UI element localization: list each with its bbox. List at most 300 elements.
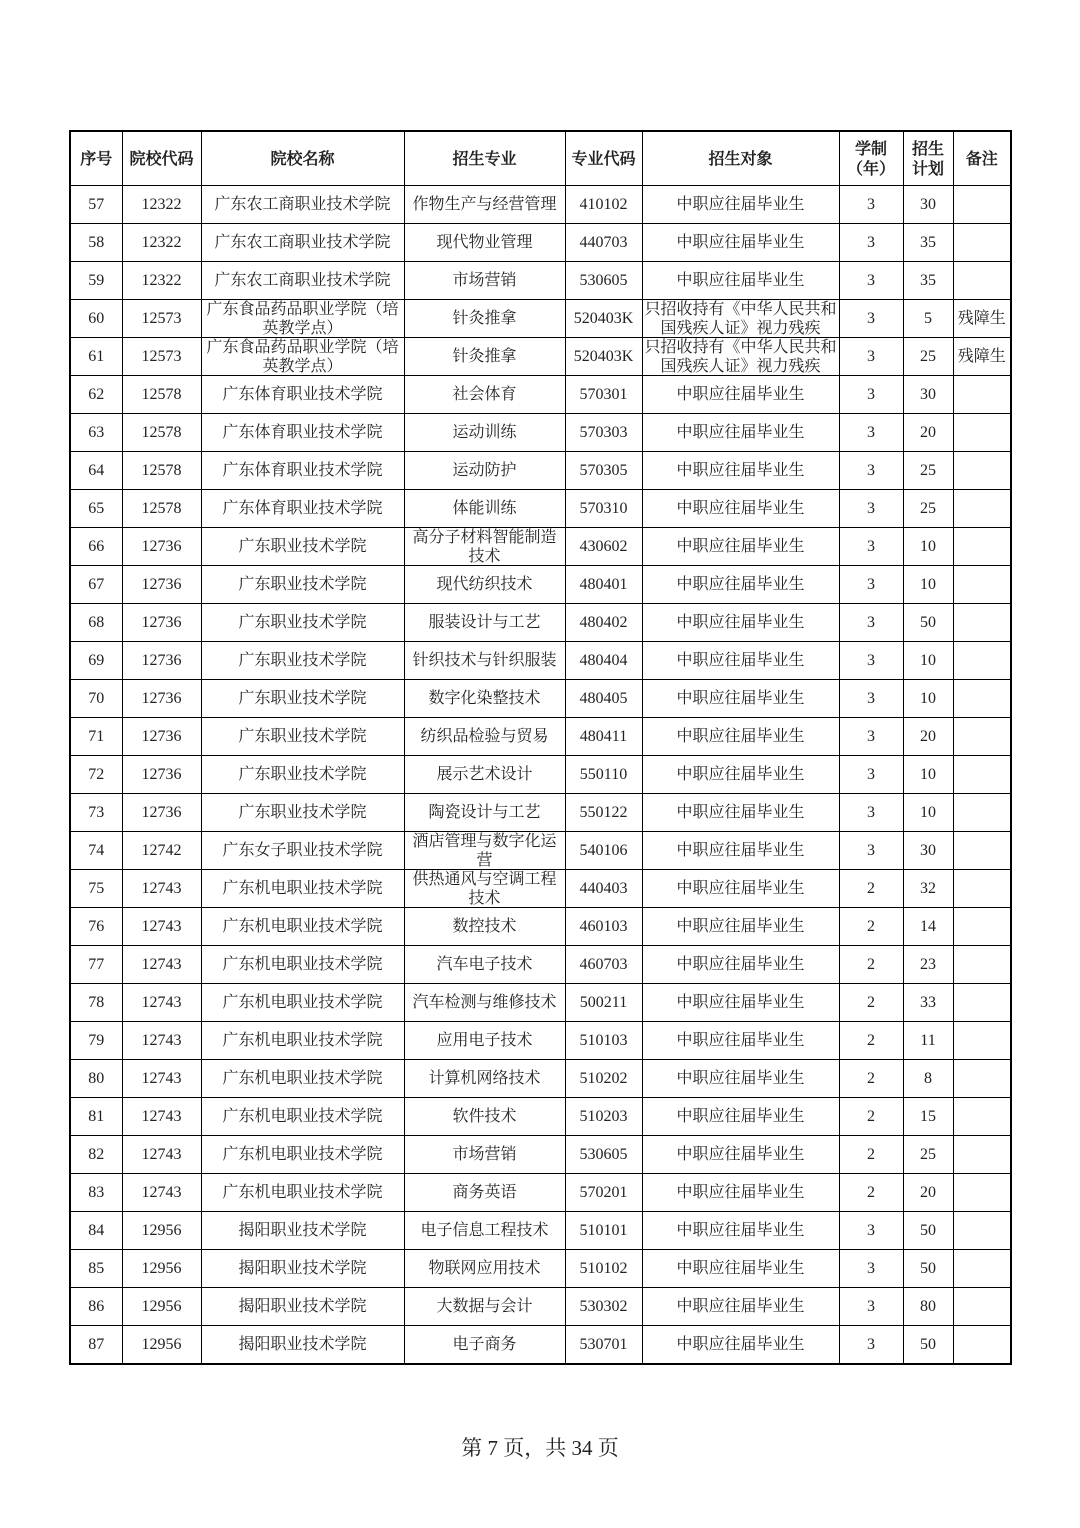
cell-duration — [839, 300, 903, 338]
table-row — [70, 1212, 1011, 1250]
cell-text: 57 — [88, 196, 105, 213]
cell-text: 广东职业技术学院 — [238, 652, 367, 669]
cell-text: 3 — [867, 1298, 875, 1315]
cell-target — [642, 604, 839, 642]
cell-school-code — [122, 338, 201, 376]
cell-school-name — [201, 1174, 404, 1212]
cell-remark — [953, 490, 1011, 528]
cell-seq — [70, 1136, 122, 1174]
cell-text: 3 — [867, 310, 875, 327]
cell-duration — [839, 1022, 903, 1060]
cell-text: 20 — [920, 728, 936, 745]
cell-school-code — [122, 832, 201, 870]
cell-plan — [903, 718, 953, 756]
cell-duration — [839, 338, 903, 376]
cell-text: 70 — [88, 690, 105, 707]
cell-school-name — [201, 870, 404, 908]
cell-text: 中职应往届毕业生 — [676, 1222, 805, 1239]
cell-seq — [70, 680, 122, 718]
cell-text: 广东农工商职业技术学院 — [214, 196, 391, 213]
cell-text: 12736 — [141, 652, 182, 669]
cell-target — [642, 1250, 839, 1288]
cell-major-code — [565, 832, 642, 870]
cell-text: 77 — [88, 956, 105, 973]
cell-seq — [70, 1174, 122, 1212]
cell-text: 66 — [88, 538, 105, 555]
cell-text: 揭阳职业技术学院 — [238, 1336, 367, 1353]
cell-text: 12743 — [141, 1032, 182, 1049]
cell-text: 广东职业技术学院 — [238, 766, 367, 783]
table-row — [70, 1288, 1011, 1326]
cell-seq — [70, 1022, 122, 1060]
cell-target — [642, 1212, 839, 1250]
cell-school-code — [122, 528, 201, 566]
cell-text: 530701 — [579, 1336, 628, 1353]
cell-text: 25 — [920, 462, 936, 479]
cell-duration — [839, 186, 903, 224]
cell-text: 中职应往届毕业生 — [676, 842, 805, 859]
cell-text: 510102 — [579, 1260, 628, 1277]
cell-text: 市场营销 — [452, 272, 517, 289]
cell-duration — [839, 984, 903, 1022]
cell-text: 11 — [920, 1032, 936, 1049]
cell-duration — [839, 832, 903, 870]
cell-target — [642, 376, 839, 414]
cell-plan — [903, 338, 953, 376]
cell-school-code — [122, 1022, 201, 1060]
cell-text: 63 — [88, 424, 105, 441]
cell-major-code — [565, 1136, 642, 1174]
cell-text: 3 — [867, 1222, 875, 1239]
cell-text: 3 — [867, 196, 875, 213]
cell-text: 3 — [867, 1260, 875, 1277]
cell-text: 中职应往届毕业生 — [676, 766, 805, 783]
cell-remark — [953, 186, 1011, 224]
cell-text: 中职应往届毕业生 — [676, 424, 805, 441]
cell-school-name — [201, 1098, 404, 1136]
cell-major-code — [565, 1212, 642, 1250]
table-row — [70, 414, 1011, 452]
cell-text: 10 — [920, 804, 936, 821]
cell-major — [404, 756, 565, 794]
cell-school-name — [201, 1326, 404, 1365]
cell-text: 59 — [88, 272, 105, 289]
table-row — [70, 452, 1011, 490]
cell-text: 540106 — [579, 842, 628, 859]
cell-major — [404, 794, 565, 832]
table-row — [70, 528, 1011, 566]
cell-text: 72 — [88, 766, 105, 783]
cell-major — [404, 186, 565, 224]
cell-duration — [839, 224, 903, 262]
cell-text: 80 — [88, 1070, 105, 1087]
cell-school-code — [122, 1288, 201, 1326]
cell-text: 8 — [924, 1070, 932, 1087]
cell-text: 计算机网络技术 — [428, 1070, 541, 1087]
cell-target — [642, 908, 839, 946]
cell-plan — [903, 452, 953, 490]
cell-text: 440703 — [579, 234, 628, 251]
cell-text: 570201 — [579, 1184, 628, 1201]
cell-major — [404, 718, 565, 756]
table-row — [70, 1136, 1011, 1174]
cell-text: 550122 — [579, 804, 628, 821]
cell-text: 520403K — [573, 310, 634, 327]
cell-plan — [903, 794, 953, 832]
cell-text: 12578 — [141, 500, 182, 517]
table-row — [70, 566, 1011, 604]
cell-text: 79 — [88, 1032, 105, 1049]
cell-text: 中职应往届毕业生 — [676, 956, 805, 973]
cell-text: 中职应往届毕业生 — [676, 1260, 805, 1277]
cell-text: 460703 — [579, 956, 628, 973]
cell-text: 广东体育职业技术学院 — [222, 500, 383, 517]
cell-text: 87 — [88, 1336, 105, 1353]
cell-plan — [903, 262, 953, 300]
cell-text: 12956 — [141, 1336, 182, 1353]
cell-school-name — [201, 300, 404, 338]
cell-major — [404, 300, 565, 338]
cell-text: 残障生 — [957, 348, 1006, 365]
cell-seq — [70, 946, 122, 984]
cell-remark — [953, 1288, 1011, 1326]
cell-school-code — [122, 1060, 201, 1098]
cell-remark — [953, 414, 1011, 452]
cell-target — [642, 414, 839, 452]
cell-text: 12578 — [141, 462, 182, 479]
cell-text: 50 — [920, 1260, 936, 1277]
cell-text: 12736 — [141, 766, 182, 783]
table-row — [70, 1326, 1011, 1365]
cell-major-code — [565, 262, 642, 300]
cell-text: 12322 — [141, 272, 182, 289]
cell-school-code — [122, 794, 201, 832]
cell-seq — [70, 1212, 122, 1250]
cell-remark — [953, 338, 1011, 376]
cell-major-code — [565, 1326, 642, 1365]
cell-text: 中职应往届毕业生 — [676, 728, 805, 745]
table-header-row — [70, 131, 1011, 186]
cell-plan — [903, 490, 953, 528]
cell-text: 75 — [88, 880, 105, 897]
cell-remark — [953, 870, 1011, 908]
cell-major — [404, 604, 565, 642]
cell-target — [642, 566, 839, 604]
cell-text: 广东农工商职业技术学院 — [214, 234, 391, 251]
cell-seq — [70, 566, 122, 604]
cell-major-code — [565, 908, 642, 946]
cell-plan — [903, 566, 953, 604]
cell-text: 运动训练 — [452, 424, 517, 441]
cell-text: 25 — [920, 500, 936, 517]
cell-school-name — [201, 414, 404, 452]
cell-text: 12736 — [141, 690, 182, 707]
cell-text: 410102 — [579, 196, 628, 213]
cell-school-code — [122, 224, 201, 262]
cell-duration — [839, 528, 903, 566]
cell-school-code — [122, 1212, 201, 1250]
cell-remark — [953, 1022, 1011, 1060]
table-row — [70, 186, 1011, 224]
cell-remark — [953, 832, 1011, 870]
cell-text: 3 — [867, 728, 875, 745]
cell-major-code — [565, 984, 642, 1022]
table-row — [70, 832, 1011, 870]
cell-school-name — [201, 908, 404, 946]
cell-remark — [953, 984, 1011, 1022]
cell-seq — [70, 604, 122, 642]
cell-remark — [953, 224, 1011, 262]
cell-major-code — [565, 224, 642, 262]
cell-text: 3 — [867, 272, 875, 289]
cell-seq — [70, 756, 122, 794]
cell-text: 12736 — [141, 576, 182, 593]
table-row — [70, 718, 1011, 756]
cell-major — [404, 338, 565, 376]
header-remark: 备注 — [953, 131, 1011, 186]
cell-duration — [839, 756, 903, 794]
cell-seq — [70, 452, 122, 490]
cell-text: 15 — [920, 1108, 936, 1125]
cell-text: 3 — [867, 804, 875, 821]
cell-major-code — [565, 946, 642, 984]
cell-text: 中职应往届毕业生 — [676, 234, 805, 251]
cell-major — [404, 642, 565, 680]
cell-text: 85 — [88, 1260, 105, 1277]
table-row — [70, 300, 1011, 338]
cell-text: 揭阳职业技术学院 — [238, 1260, 367, 1277]
cell-major-code — [565, 566, 642, 604]
cell-plan — [903, 376, 953, 414]
cell-text: 69 — [88, 652, 105, 669]
cell-remark — [953, 946, 1011, 984]
cell-text: 2 — [867, 1032, 875, 1049]
cell-duration — [839, 1174, 903, 1212]
cell-text: 广东机电职业技术学院 — [222, 918, 383, 935]
cell-target — [642, 1098, 839, 1136]
cell-seq — [70, 224, 122, 262]
cell-text: 480404 — [579, 652, 628, 669]
cell-school-name — [201, 1212, 404, 1250]
cell-school-code — [122, 1250, 201, 1288]
cell-major — [404, 224, 565, 262]
cell-duration — [839, 604, 903, 642]
cell-text: 10 — [920, 690, 936, 707]
cell-major-code — [565, 414, 642, 452]
cell-seq — [70, 642, 122, 680]
cell-text: 81 — [88, 1108, 105, 1125]
cell-text: 社会体育 — [452, 386, 517, 403]
cell-text: 中职应往届毕业生 — [676, 576, 805, 593]
cell-text: 2 — [867, 918, 875, 935]
cell-target — [642, 452, 839, 490]
cell-major — [404, 870, 565, 908]
cell-major — [404, 1022, 565, 1060]
cell-text: 33 — [920, 994, 936, 1011]
cell-text: 只招收持有《中华人民共和国残疾人证》视力残疾 — [644, 339, 837, 375]
cell-text: 3 — [867, 576, 875, 593]
table-row — [70, 262, 1011, 300]
cell-text: 530605 — [579, 1146, 628, 1163]
cell-duration — [839, 908, 903, 946]
cell-text: 78 — [88, 994, 105, 1011]
cell-school-code — [122, 566, 201, 604]
cell-remark — [953, 794, 1011, 832]
cell-remark — [953, 300, 1011, 338]
cell-duration — [839, 490, 903, 528]
cell-remark — [953, 1060, 1011, 1098]
cell-text: 体能训练 — [452, 500, 517, 517]
cell-text: 大数据与会计 — [436, 1298, 533, 1315]
cell-major-code — [565, 186, 642, 224]
cell-text: 陶瓷设计与工艺 — [428, 804, 541, 821]
cell-text: 480402 — [579, 614, 628, 631]
cell-text: 广东体育职业技术学院 — [222, 386, 383, 403]
admissions-table — [69, 130, 1012, 1365]
cell-text: 中职应往届毕业生 — [676, 652, 805, 669]
cell-text: 现代物业管理 — [436, 234, 533, 251]
cell-seq — [70, 1288, 122, 1326]
cell-remark — [953, 908, 1011, 946]
cell-remark — [953, 1250, 1011, 1288]
cell-text: 广东食品药品职业学院（培英教学点） — [206, 339, 399, 375]
table-row — [70, 1174, 1011, 1212]
cell-major — [404, 946, 565, 984]
cell-duration — [839, 794, 903, 832]
cell-major-code — [565, 1022, 642, 1060]
table-row — [70, 756, 1011, 794]
cell-text: 广东机电职业技术学院 — [222, 1184, 383, 1201]
header-seq: 序号 — [70, 131, 122, 186]
cell-text: 12322 — [141, 196, 182, 213]
cell-text: 纺织品检验与贸易 — [420, 728, 549, 745]
cell-text: 广东职业技术学院 — [238, 804, 367, 821]
cell-target — [642, 1022, 839, 1060]
cell-text: 广东机电职业技术学院 — [222, 956, 383, 973]
cell-school-code — [122, 680, 201, 718]
cell-seq — [70, 1326, 122, 1365]
cell-duration — [839, 1098, 903, 1136]
cell-school-name — [201, 604, 404, 642]
cell-text: 30 — [920, 842, 936, 859]
cell-text: 广东职业技术学院 — [238, 690, 367, 707]
cell-text: 64 — [88, 462, 105, 479]
cell-text: 广东机电职业技术学院 — [222, 1032, 383, 1049]
cell-school-code — [122, 414, 201, 452]
cell-text: 12578 — [141, 424, 182, 441]
cell-plan — [903, 414, 953, 452]
cell-remark — [953, 1212, 1011, 1250]
cell-major-code — [565, 1250, 642, 1288]
cell-text: 广东职业技术学院 — [238, 728, 367, 745]
cell-text: 10 — [920, 652, 936, 669]
cell-text: 3 — [867, 500, 875, 517]
cell-school-code — [122, 946, 201, 984]
cell-major — [404, 528, 565, 566]
cell-school-name — [201, 566, 404, 604]
cell-duration — [839, 376, 903, 414]
cell-seq — [70, 338, 122, 376]
cell-plan — [903, 1250, 953, 1288]
cell-text: 10 — [920, 766, 936, 783]
cell-duration — [839, 1250, 903, 1288]
table-row — [70, 490, 1011, 528]
cell-text: 10 — [920, 576, 936, 593]
cell-school-code — [122, 908, 201, 946]
cell-text: 3 — [867, 386, 875, 403]
cell-text: 汽车电子技术 — [436, 956, 533, 973]
cell-major — [404, 984, 565, 1022]
cell-text: 30 — [920, 386, 936, 403]
cell-text: 3 — [867, 766, 875, 783]
cell-text: 中职应往届毕业生 — [676, 918, 805, 935]
cell-text: 广东农工商职业技术学院 — [214, 272, 391, 289]
cell-text: 12742 — [141, 842, 182, 859]
table-row — [70, 946, 1011, 984]
cell-seq — [70, 490, 122, 528]
table-row — [70, 680, 1011, 718]
cell-text: 12743 — [141, 1108, 182, 1125]
cell-school-name — [201, 262, 404, 300]
table-row — [70, 604, 1011, 642]
cell-text: 570305 — [579, 462, 628, 479]
cell-text: 550110 — [579, 766, 628, 783]
cell-text: 12736 — [141, 804, 182, 821]
cell-major — [404, 414, 565, 452]
cell-text: 430602 — [579, 538, 628, 555]
cell-major-code — [565, 376, 642, 414]
cell-text: 中职应往届毕业生 — [676, 500, 805, 517]
cell-text: 3 — [867, 652, 875, 669]
cell-seq — [70, 1060, 122, 1098]
cell-school-code — [122, 452, 201, 490]
cell-duration — [839, 262, 903, 300]
cell-text: 12956 — [141, 1260, 182, 1277]
cell-major — [404, 1250, 565, 1288]
cell-text: 50 — [920, 614, 936, 631]
cell-seq — [70, 870, 122, 908]
cell-text: 20 — [920, 1184, 936, 1201]
cell-major — [404, 490, 565, 528]
cell-major — [404, 1212, 565, 1250]
cell-text: 510103 — [579, 1032, 628, 1049]
cell-school-name — [201, 984, 404, 1022]
cell-text: 35 — [920, 272, 936, 289]
cell-text: 510203 — [579, 1108, 628, 1125]
cell-text: 中职应往届毕业生 — [676, 462, 805, 479]
cell-text: 市场营销 — [452, 1146, 517, 1163]
cell-plan — [903, 1326, 953, 1365]
cell-major-code — [565, 1098, 642, 1136]
cell-text: 71 — [88, 728, 105, 745]
cell-school-name — [201, 642, 404, 680]
cell-major — [404, 1288, 565, 1326]
cell-text: 中职应往届毕业生 — [676, 1032, 805, 1049]
cell-text: 中职应往届毕业生 — [676, 272, 805, 289]
cell-school-name — [201, 946, 404, 984]
cell-remark — [953, 262, 1011, 300]
cell-text: 酒店管理与数字化运营 — [412, 833, 557, 869]
cell-text: 2 — [867, 1146, 875, 1163]
cell-remark — [953, 452, 1011, 490]
cell-text: 广东机电职业技术学院 — [222, 1070, 383, 1087]
cell-seq — [70, 984, 122, 1022]
cell-text: 广东女子职业技术学院 — [222, 842, 383, 859]
cell-seq — [70, 718, 122, 756]
cell-school-code — [122, 718, 201, 756]
cell-major — [404, 680, 565, 718]
cell-remark — [953, 528, 1011, 566]
